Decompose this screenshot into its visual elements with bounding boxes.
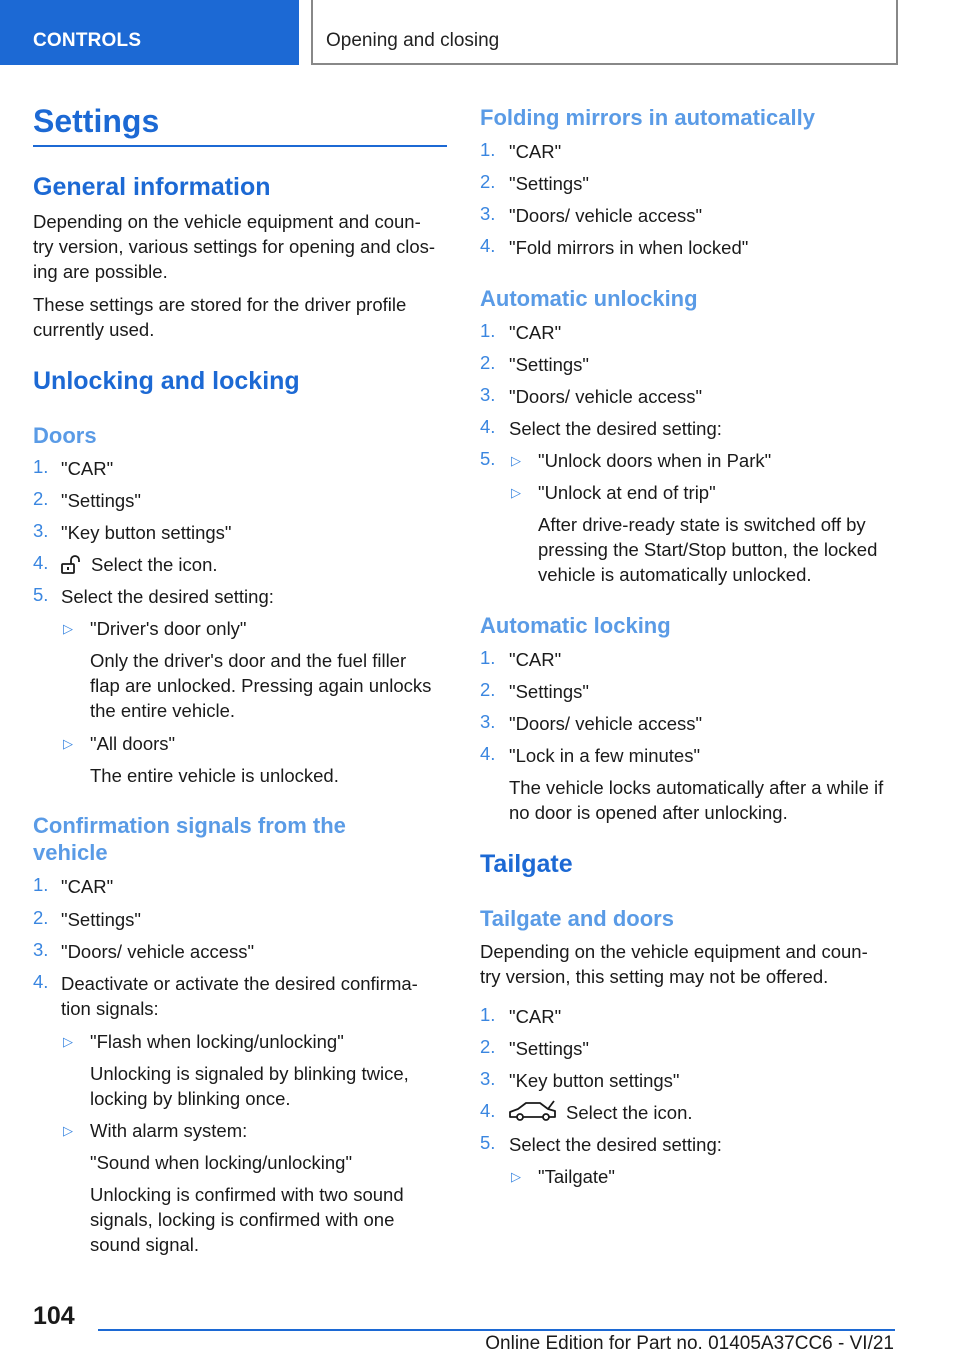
aunlock-step-4: Select the desired setting:: [509, 418, 722, 439]
general-text-5: currently used.: [33, 319, 155, 340]
conf-step-4b: tion signals:: [61, 998, 159, 1019]
option-trip-desc-1: After drive-ready state is switched off by: [538, 514, 866, 535]
step-number: 2.: [480, 1036, 496, 1057]
heading-folding-mirrors: Folding mirrors in automatically: [480, 105, 815, 130]
fold-step-2: "Settings": [509, 173, 589, 194]
step-number: 1.: [480, 139, 496, 160]
heading-automatic-locking: Automatic locking: [480, 613, 671, 638]
header-chapter-tab: [311, 0, 898, 65]
option-sound: "Sound when locking/unlocking": [90, 1152, 353, 1173]
header-chapter: Opening and closing: [326, 30, 500, 51]
heading-confirmation-2: vehicle: [33, 840, 108, 865]
general-text-4: These settings are stored for the driver profile: [33, 294, 407, 315]
aunlock-step-1: "CAR": [509, 322, 562, 343]
bullet-triangle: ▷: [63, 621, 73, 636]
fold-step-1: "CAR": [509, 141, 562, 162]
option-trip-desc-2: pressing the Start/Stop button, the locked: [538, 539, 878, 560]
option-all-doors: "All doors": [90, 733, 176, 754]
step-number: 5.: [480, 448, 496, 469]
doors-step-3: "Key button settings": [61, 522, 232, 543]
step-number: 3.: [33, 520, 49, 541]
heading-general-information: General information: [33, 173, 271, 201]
bullet-triangle: ▷: [511, 453, 521, 468]
alock-desc-2: no door is opened after unlocking.: [509, 802, 788, 823]
title-rule: [33, 145, 447, 147]
header-section: CONTROLS: [33, 30, 142, 51]
step-number: 4.: [480, 416, 496, 437]
conf-step-1: "CAR": [61, 876, 114, 897]
bullet-triangle: ▷: [63, 1034, 73, 1049]
aunlock-step-2: "Settings": [509, 354, 589, 375]
step-number: 4.: [33, 552, 49, 573]
step-number: 4.: [480, 743, 496, 764]
footer-rule: [98, 1329, 895, 1331]
step-number: 2.: [480, 679, 496, 700]
step-number: 2.: [33, 907, 49, 928]
alock-desc-1: The vehicle locks automatically after a while if: [509, 777, 884, 798]
conf-step-4a: Deactivate or activate the desired confirma-: [61, 973, 418, 994]
header-section-tab: [0, 0, 299, 65]
step-number: 1.: [480, 1004, 496, 1025]
option-all-doors-desc: The entire vehicle is unlocked.: [90, 765, 339, 786]
heading-doors: Doors: [33, 423, 97, 448]
aunlock-step-3: "Doors/ vehicle access": [509, 386, 703, 407]
heading-automatic-unlocking: Automatic unlocking: [480, 286, 698, 311]
option-unlock-trip: "Unlock at end of trip": [538, 482, 716, 503]
general-text-2: try version, various settings for opening and clos-: [33, 236, 436, 257]
option-flash: "Flash when locking/unlocking": [90, 1031, 344, 1052]
step-number: 2.: [33, 488, 49, 509]
conf-step-2: "Settings": [61, 909, 141, 930]
option-trip-desc-3: vehicle is automatically unlocked.: [538, 564, 812, 585]
fold-step-3: "Doors/ vehicle access": [509, 205, 703, 226]
bullet-triangle: ▷: [511, 485, 521, 500]
option-drivers-door: "Driver's door only": [90, 618, 247, 639]
option-sound-desc-1: Unlocking is confirmed with two sound: [90, 1184, 404, 1205]
doors-step-2: "Settings": [61, 490, 141, 511]
step-number: 4.: [33, 971, 49, 992]
option-sound-desc-2: signals, locking is confirmed with one: [90, 1209, 395, 1230]
footer-edition: Online Edition for Part no. 01405A37CC6 - VI/21: [485, 1333, 894, 1354]
alock-step-2: "Settings": [509, 681, 589, 702]
bullet-triangle: ▷: [63, 1123, 73, 1138]
option-drivers-desc-3: the entire vehicle.: [90, 700, 236, 721]
car-tailgate-icon: [508, 1099, 558, 1123]
general-text-3: ing are possible.: [33, 261, 168, 282]
bullet-triangle: ▷: [63, 736, 73, 751]
page-title: Settings: [33, 103, 160, 139]
tg-step-4: Select the icon.: [566, 1102, 693, 1123]
step-number: 3.: [33, 939, 49, 960]
option-drivers-desc-1: Only the driver's door and the fuel filler: [90, 650, 407, 671]
step-number: 4.: [480, 1100, 496, 1121]
option-alarm: With alarm system:: [90, 1120, 248, 1141]
tailgate-text-2: try version, this setting may not be offered.: [480, 966, 829, 987]
step-number: 5.: [33, 584, 49, 605]
page-number: 104: [33, 1302, 75, 1330]
tailgate-text-1: Depending on the vehicle equipment and coun-: [480, 941, 868, 962]
general-text-1: Depending on the vehicle equipment and coun-: [33, 211, 421, 232]
step-number: 3.: [480, 711, 496, 732]
doors-step-1: "CAR": [61, 458, 114, 479]
tg-step-5: Select the desired setting:: [509, 1134, 722, 1155]
step-number: 3.: [480, 1068, 496, 1089]
option-flash-desc-1: Unlocking is signaled by blinking twice,: [90, 1063, 409, 1084]
alock-step-4: "Lock in a few minutes": [509, 745, 701, 766]
step-number: 3.: [480, 384, 496, 405]
step-number: 1.: [480, 647, 496, 668]
doors-step-4: Select the icon.: [91, 554, 218, 575]
heading-tailgate: Tailgate: [480, 850, 573, 878]
step-number: 5.: [480, 1132, 496, 1153]
step-number: 1.: [480, 320, 496, 341]
step-number: 2.: [480, 352, 496, 373]
heading-confirmation-1: Confirmation signals from the: [33, 813, 346, 838]
option-unlock-park: "Unlock doors when in Park": [538, 450, 772, 471]
tg-step-1: "CAR": [509, 1006, 562, 1027]
unlock-icon: [60, 554, 84, 576]
step-number: 4.: [480, 235, 496, 256]
option-flash-desc-2: locking by blinking once.: [90, 1088, 291, 1109]
option-tailgate: "Tailgate": [538, 1166, 615, 1187]
alock-step-3: "Doors/ vehicle access": [509, 713, 703, 734]
bullet-triangle: ▷: [511, 1169, 521, 1184]
heading-tailgate-doors: Tailgate and doors: [480, 906, 674, 931]
conf-step-3: "Doors/ vehicle access": [61, 941, 255, 962]
option-sound-desc-3: sound signal.: [90, 1234, 200, 1255]
fold-step-4: "Fold mirrors in when locked": [509, 237, 749, 258]
step-number: 1.: [33, 456, 49, 477]
doors-step-5: Select the desired setting:: [61, 586, 274, 607]
step-number: 3.: [480, 203, 496, 224]
step-number: 2.: [480, 171, 496, 192]
heading-unlocking-locking: Unlocking and locking: [33, 367, 300, 395]
step-number: 1.: [33, 874, 49, 895]
alock-step-1: "CAR": [509, 649, 562, 670]
tg-step-2: "Settings": [509, 1038, 589, 1059]
option-drivers-desc-2: flap are unlocked. Pressing again unlocks: [90, 675, 432, 696]
tg-step-3: "Key button settings": [509, 1070, 680, 1091]
